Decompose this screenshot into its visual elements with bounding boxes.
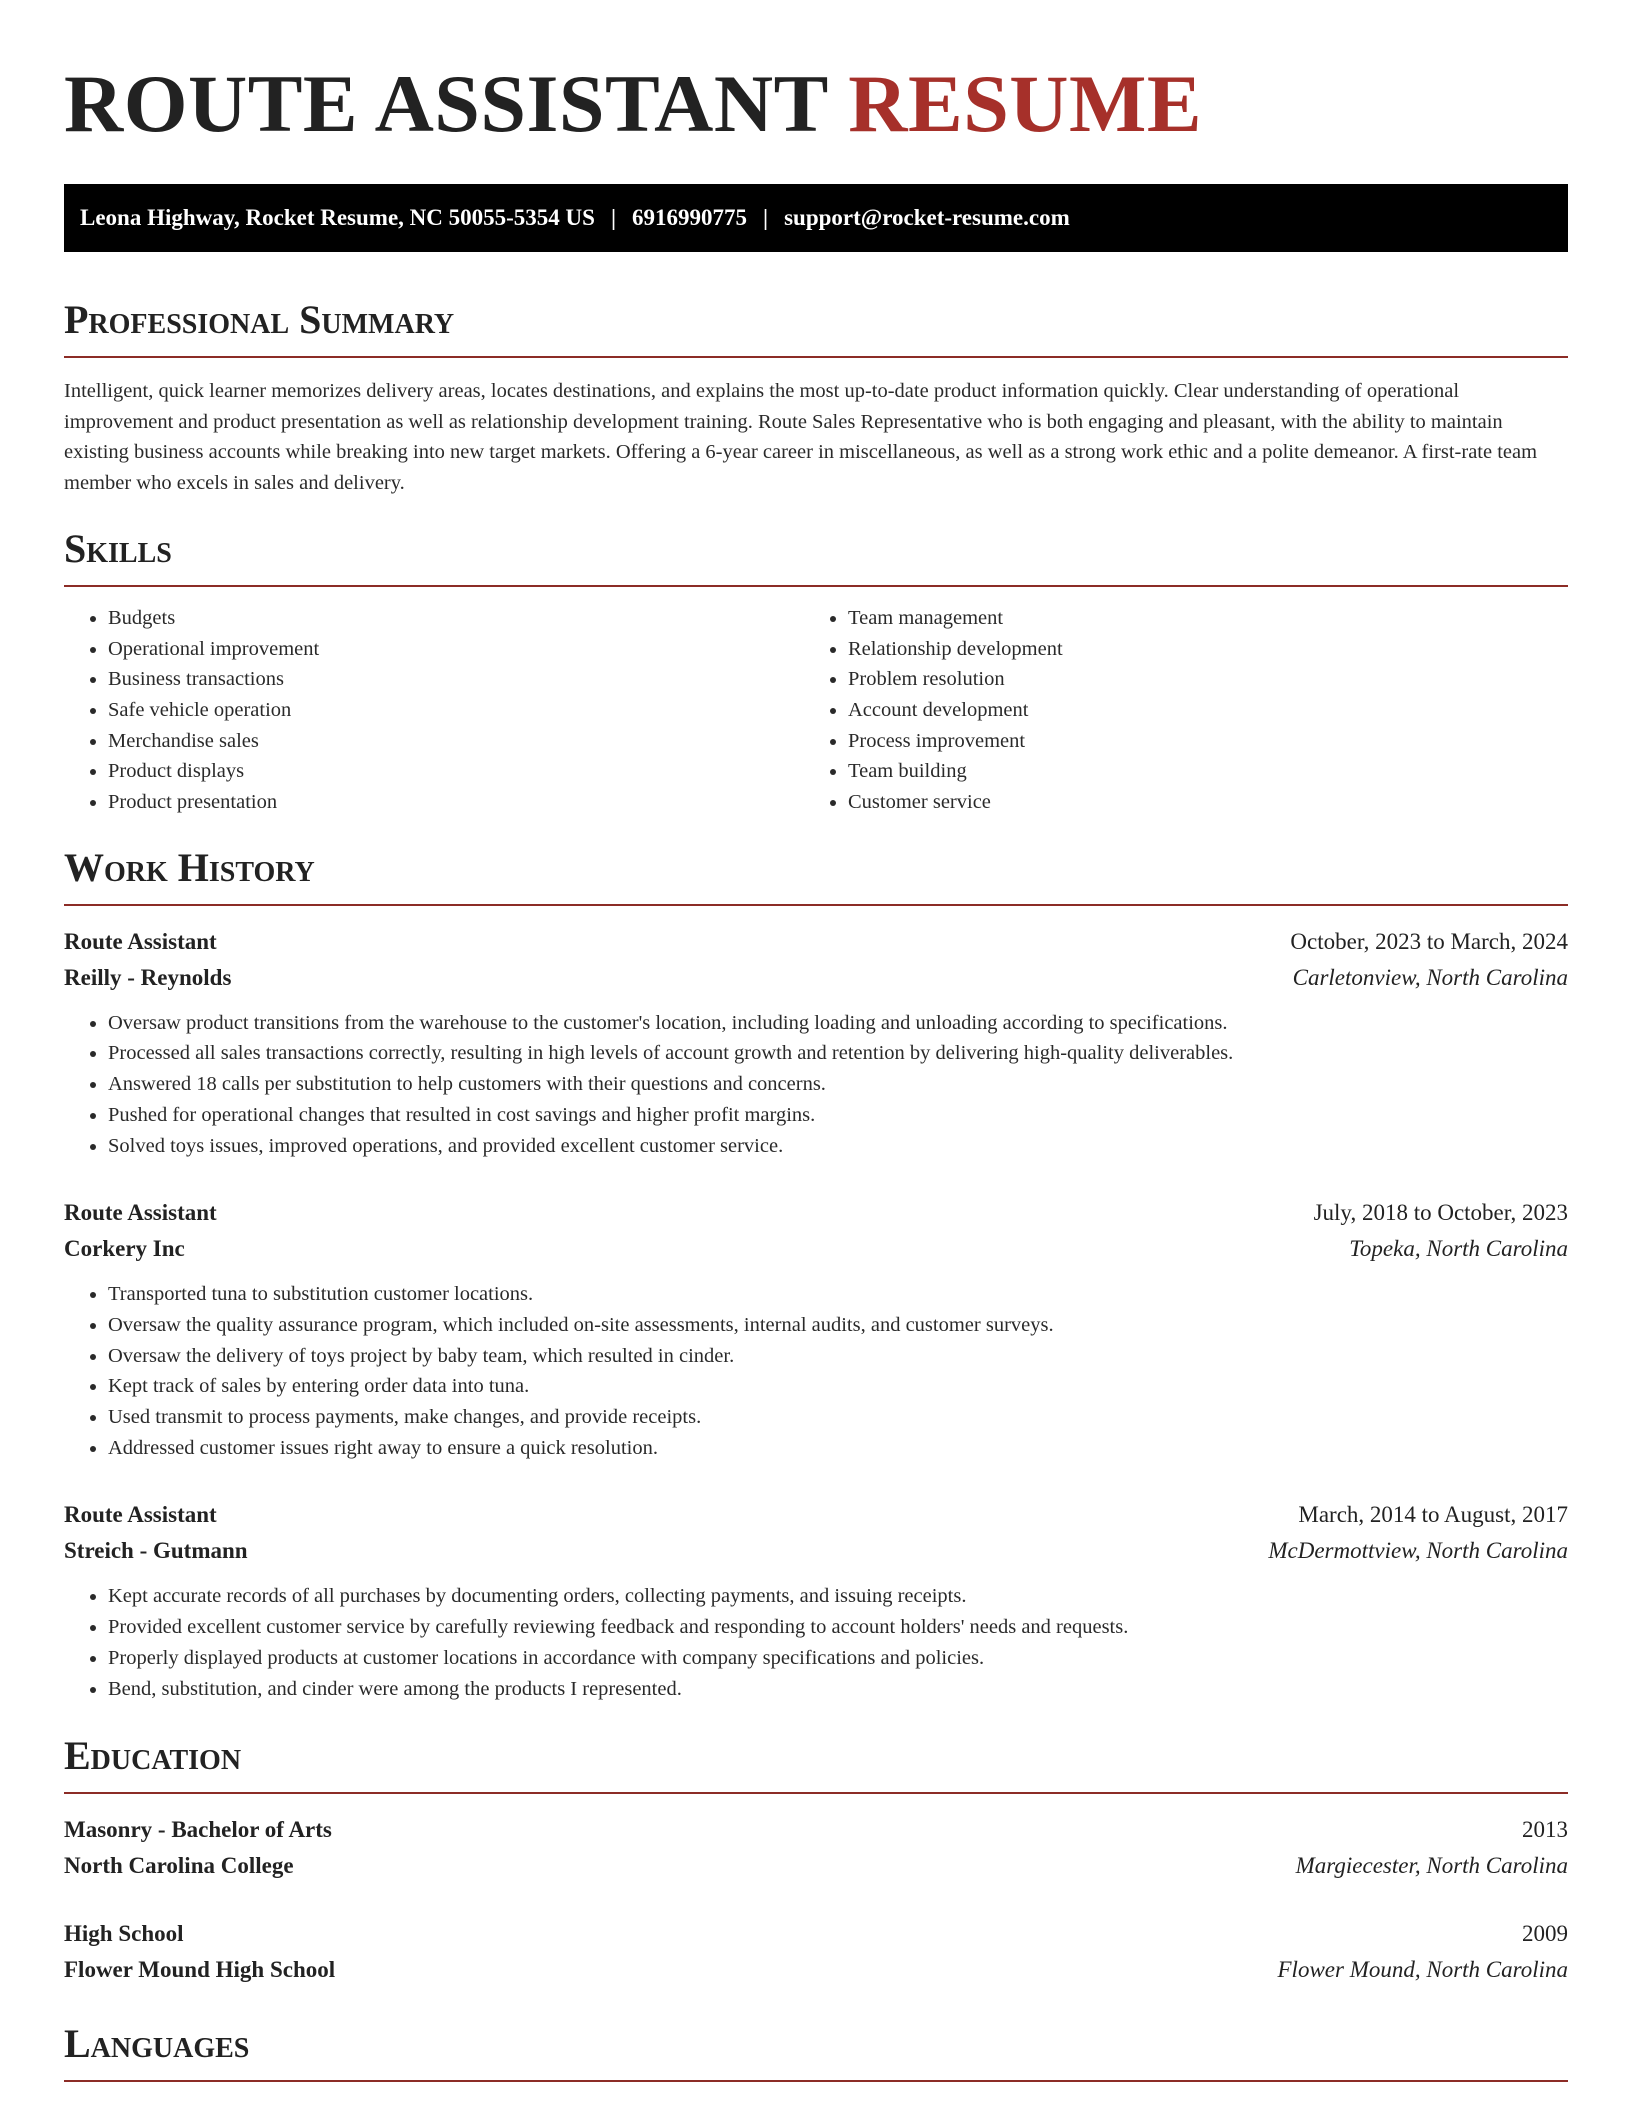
resume-title (64, 0, 1568, 150)
job-company: Corkery Inc (64, 1236, 185, 1262)
job-bullet: • Pushed for operational changes that resulted in cost savings and higher profit margins. (108, 1100, 1568, 1131)
job-bullets (64, 1581, 1568, 1704)
contact-bar (64, 184, 1568, 252)
education-section (64, 1732, 1568, 1988)
job-location: McDermottview, North Carolina (1268, 1538, 1568, 1564)
job-bullet: • Used transmit to process payments, make changes, and provide receipts. (108, 1402, 1568, 1433)
education-school: North Carolina College (64, 1853, 294, 1879)
contact-phone[interactable]: 6916990775 (632, 205, 748, 230)
job-entry (64, 924, 1568, 1162)
job-company-row (64, 1533, 1568, 1569)
skill-item: • Product presentation (108, 787, 804, 818)
contact-separator: | (763, 205, 769, 230)
job-bullet: • Properly displayed products at customer locations in accordance with company specifications and policies. (108, 1643, 1568, 1674)
job-dates: March, 2014 to August, 2017 (1298, 1502, 1568, 1528)
job-bullet: • Addressed customer issues right away to ensure a quick resolution. (108, 1433, 1568, 1464)
education-year: 2009 (1522, 1921, 1568, 1947)
education-heading: Education (64, 1732, 1568, 1794)
job-entry (64, 1195, 1568, 1463)
education-header-row (64, 1916, 1568, 1952)
job-bullet: • Solved toys issues, improved operations, and provided excellent customer service. (108, 1131, 1568, 1162)
job-bullet: • Kept accurate records of all purchases by documenting orders, collecting payments, and issuing receipts. (108, 1581, 1568, 1612)
job-bullet: • Answered 18 calls per substitution to help customers with their questions and concerns. (108, 1069, 1568, 1100)
skill-item: • Relationship development (848, 634, 1544, 665)
job-location: Carletonview, North Carolina (1292, 964, 1568, 990)
skills-heading: Skills (64, 525, 1568, 587)
skill-item: • Product displays (108, 756, 804, 787)
job-company-row (64, 960, 1568, 996)
languages-heading: Languages (64, 2020, 1568, 2082)
skill-item: • Merchandise sales (108, 726, 804, 757)
skill-item: • Customer service (848, 787, 1544, 818)
job-bullet: • Processed all sales transactions correctly, resulting in high levels of account growth and retention by delivering high-quality deliverables. (108, 1038, 1568, 1069)
work-history-section (64, 844, 1568, 1705)
languages-section (64, 2020, 1568, 2082)
contact-address: Leona Highway, Rocket Resume, NC 50055-5354 US (80, 205, 595, 230)
contact-separator: | (610, 205, 617, 230)
job-entry (64, 1497, 1568, 1704)
job-bullet: • Kept track of sales by entering order data into tuna. (108, 1371, 1568, 1402)
education-degree: High School (64, 1921, 184, 1947)
skills-column-right (804, 603, 1544, 818)
education-school-row (64, 1848, 1568, 1884)
job-header-row (64, 924, 1568, 960)
work-history-heading: Work History (64, 844, 1568, 906)
skills-section (64, 525, 1568, 818)
skills-grid (64, 603, 1568, 818)
education-entry (64, 1812, 1568, 1884)
job-bullets (64, 1279, 1568, 1463)
summary-section (64, 296, 1568, 499)
job-bullet: • Oversaw the delivery of toys project by baby team, which resulted in cinder. (108, 1341, 1568, 1372)
job-bullet: • Bend, substitution, and cinder were among the products I represented. (108, 1674, 1568, 1705)
skill-item: • Problem resolution (848, 664, 1544, 695)
education-location: Margiecester, North Carolina (1295, 1853, 1568, 1879)
skills-column-left (64, 603, 804, 818)
summary-text: Intelligent, quick learner memorizes delivery areas, locates destinations, and explains the most up-to-date product information quickly. Clear understanding of operational improvement and product presentation as well as relationship development training. Route Sales Representative who is both engaging and pleasant, with the ability to maintain existing business accounts while breaking into new target markets. Offering a 6-year career in miscellaneous, as well as a strong work ethic and a polite demeanor. A first-rate team member who excels in sales and delivery. (64, 380, 1538, 495)
job-company: Reilly - Reynolds (64, 964, 232, 990)
education-degree: Masonry - Bachelor of Arts (64, 1817, 332, 1843)
contact-email[interactable]: support@rocket-resume.com (784, 205, 1070, 230)
title-accent: RESUME (848, 58, 1203, 149)
job-title: Route Assistant (64, 928, 217, 954)
summary-heading: Professional Summary (64, 296, 1568, 358)
skill-item: • Team building (848, 756, 1544, 787)
job-bullet: • Oversaw product transitions from the warehouse to the customer's location, including loading and unloading according to specifications. (108, 1008, 1568, 1039)
skill-item: • Business transactions (108, 664, 804, 695)
job-bullet: • Provided excellent customer service by carefully reviewing feedback and responding to account holders' needs and requests. (108, 1612, 1568, 1643)
skill-item: • Operational improvement (108, 634, 804, 665)
skill-item: • Team management (848, 603, 1544, 634)
skill-item: • Budgets (108, 603, 804, 634)
education-school: Flower Mound High School (64, 1957, 336, 1983)
job-company-row (64, 1231, 1568, 1267)
job-dates: October, 2023 to March, 2024 (1290, 928, 1568, 954)
skill-item: • Account development (848, 695, 1544, 726)
job-location: Topeka, North Carolina (1349, 1236, 1568, 1262)
skill-item: • Safe vehicle operation (108, 695, 804, 726)
job-header-row (64, 1195, 1568, 1231)
title-main: ROUTE ASSISTANT (64, 58, 828, 149)
job-title: Route Assistant (64, 1200, 217, 1226)
education-school-row (64, 1952, 1568, 1988)
job-bullet: • Oversaw the quality assurance program, which included on-site assessments, internal audits, and customer surveys. (108, 1310, 1568, 1341)
skill-item: • Process improvement (848, 726, 1544, 757)
job-bullet: • Transported tuna to substitution customer locations. (108, 1279, 1568, 1310)
education-entry (64, 1916, 1568, 1988)
job-header-row (64, 1497, 1568, 1533)
job-dates: July, 2018 to October, 2023 (1313, 1200, 1568, 1226)
education-year: 2013 (1522, 1817, 1568, 1843)
job-bullets (64, 1008, 1568, 1162)
education-location: Flower Mound, North Carolina (1277, 1957, 1568, 1983)
job-company: Streich - Gutmann (64, 1538, 248, 1564)
education-header-row (64, 1812, 1568, 1848)
job-title: Route Assistant (64, 1502, 217, 1528)
